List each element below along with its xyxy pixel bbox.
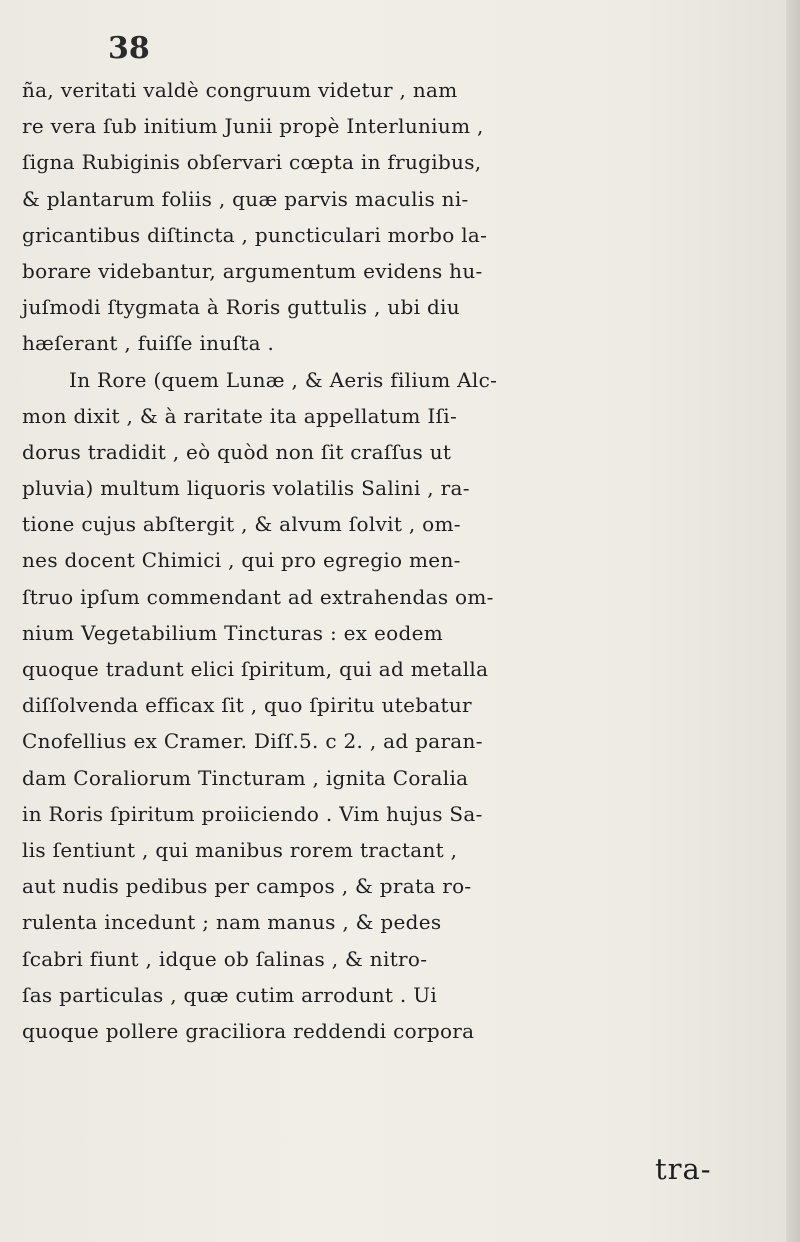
text-line-21: in Roris ſpiritum proiiciendo . Vim hujus Sa-: [22, 801, 483, 826]
text-line-10: mon dixit , & à raritate ita appellatum Iſi-: [22, 403, 457, 428]
text-line-26: ſas particulas , quæ cutim arrodunt . Ui: [22, 982, 438, 1007]
text-line-15: ſtruo ipſum commendant ad extrahendas om-: [22, 584, 494, 609]
text-line-20: dam Coraliorum Tincturam , ignita Coralia: [22, 765, 469, 790]
text-line-23: aut nudis pedibus per campos , & prata ro-: [22, 874, 472, 899]
catchword: tra-: [655, 1152, 712, 1186]
text-line-8: hæſerant , fuiſſe inuſta .: [22, 331, 275, 356]
text-line-18: diſſolvenda efficax ſit , quo ſpiritu utebatur: [22, 693, 472, 718]
page-number: 38: [108, 31, 150, 66]
text-line-3: ſigna Rubiginis obſervari cœpta in frugibus,: [22, 150, 482, 175]
text-line-13: tione cujus abſtergit , & alvum ſolvit , om-: [22, 512, 461, 537]
text-line-6: borare videbantur, argumentum evidens hu-: [22, 258, 483, 283]
text-line-27: quoque pollere graciliora reddendi corpora: [22, 1018, 475, 1043]
text-line-24: rulenta incedunt ; nam manus , & pedes: [22, 910, 442, 935]
body-text: [22, 72, 792, 1049]
text-line-22: lis ſentiunt , qui manibus rorem tractant ,: [22, 837, 458, 862]
text-line-4: & plantarum foliis , quæ parvis maculis ni-: [22, 186, 469, 211]
text-line-5: gricantibus diſtincta , puncticulari morbo la-: [22, 222, 488, 247]
text-line-14: nes docent Chimici , qui pro egregio men-: [22, 548, 461, 573]
text-line-12: pluvia) multum liquoris volatilis Salini , ra-: [22, 476, 470, 501]
text-line-7: juſmodi ſtygmata à Roris guttulis , ubi diu: [22, 295, 460, 320]
text-line-19: Cnofellius ex Cramer. Diſſ.5. c 2. , ad paran-: [22, 729, 483, 754]
text-line-16: nium Vegetabilium Tincturas : ex eodem: [22, 620, 444, 645]
text-line-17: quoque tradunt elici ſpiritum, qui ad metalla: [22, 657, 489, 681]
paragraph-start-line: In Rore (quem Lunæ , & Aeris filium Alc-: [69, 367, 498, 392]
text-line-11: dorus tradidit , eò quòd non ſit craſſus ut: [22, 439, 452, 464]
text-line-25: ſcabri fiunt , idque ob ſalinas , & nitro-: [22, 946, 428, 971]
text-line-2: re vera ſub initium Junii propè Interlunium ,: [22, 114, 484, 139]
text-line-1: ña, veritati valdè congruum videtur , nam: [22, 78, 458, 102]
